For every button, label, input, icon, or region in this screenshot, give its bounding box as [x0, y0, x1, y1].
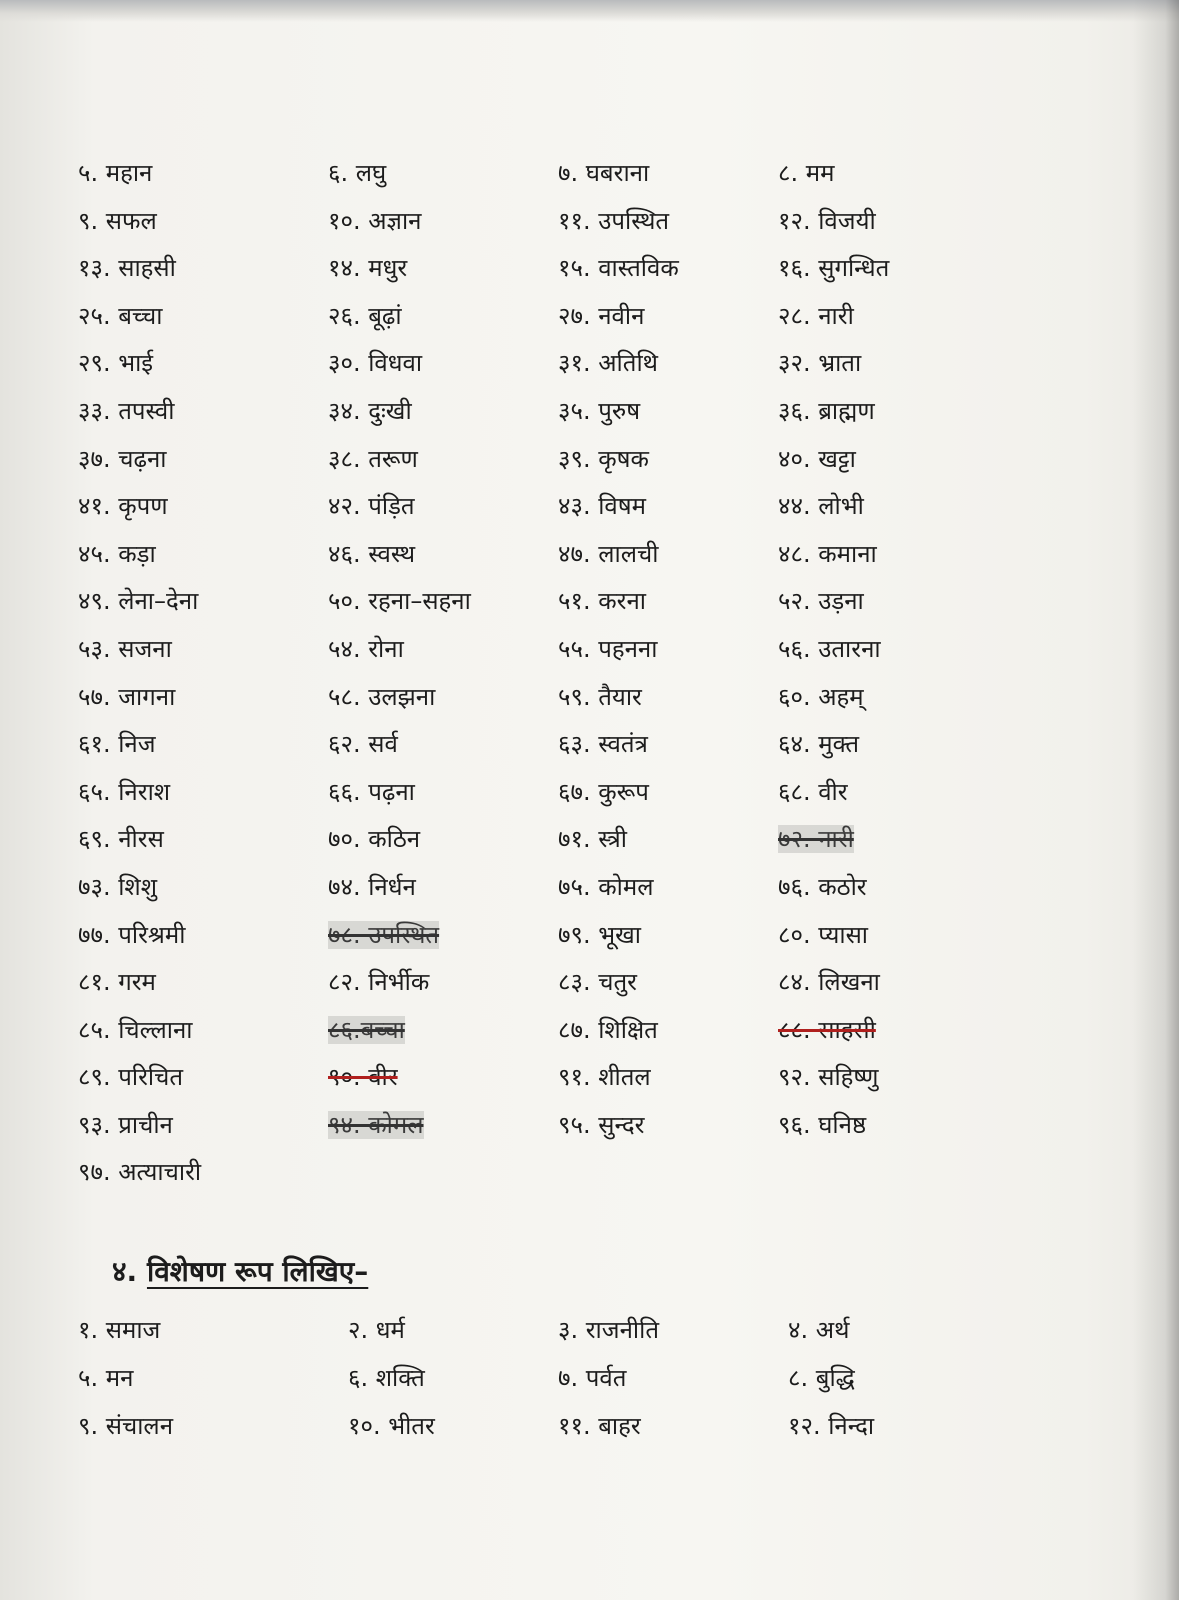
list-item: २. धर्म	[348, 1316, 405, 1344]
list-item: ५. महान	[78, 159, 153, 187]
list-item: ३६. ब्राह्मण	[778, 396, 875, 425]
list-item: ४०. खट्टा	[778, 444, 856, 473]
list-item: ४५. कड़ा	[78, 539, 156, 568]
list-item-struck: ९४. कोमल	[328, 1110, 424, 1139]
list-item: ८२. निर्भीक	[328, 968, 430, 997]
list-item: ६५. निराश	[78, 777, 171, 806]
list-item: ७९. भूखा	[558, 920, 641, 949]
section-title: विशेषण रूप लिखिए–	[146, 1255, 369, 1288]
list-item: ३. राजनीति	[558, 1316, 660, 1344]
list-item: ९. संचालन	[78, 1412, 174, 1440]
list-item: ४१. कृपण	[78, 492, 168, 521]
list-item: ६१. निज	[78, 730, 156, 759]
page-binding-shadow	[1133, 0, 1179, 1600]
list-item: ८३. चतुर	[558, 968, 637, 997]
list-item: २९. भाई	[78, 349, 154, 378]
list-item: २८. नारी	[778, 301, 854, 330]
list-item: ८४. लिखना	[778, 968, 880, 997]
list-item: १३. साहसी	[78, 254, 176, 283]
list-item: ८०. प्यासा	[778, 920, 869, 949]
list-item: ४२. पंड़ित	[328, 492, 415, 521]
list-item: १. समाज	[78, 1316, 161, 1344]
list-item-struck: ७२. नारी	[778, 825, 854, 854]
section-number: ४.	[112, 1255, 138, 1288]
list-item: ५५. पहनना	[558, 634, 658, 663]
list-item: ९. सफल	[78, 206, 157, 235]
list-item-struck: ७८. उपस्थित	[328, 920, 440, 949]
list-item: ९५. सुन्दर	[558, 1110, 645, 1139]
list-item: ५९. तैयार	[558, 682, 642, 711]
word-list-grid	[78, 150, 958, 1197]
list-item: ९६. घनिष्ठ	[778, 1110, 867, 1139]
list-item: ८७. शिक्षित	[558, 1015, 658, 1044]
list-item-struck: ९०. वीर	[328, 1063, 398, 1092]
list-item: ६३. स्वतंत्र	[558, 730, 648, 759]
list-item: ५३. सजना	[78, 634, 172, 663]
list-item: ११. बाहर	[558, 1412, 641, 1440]
list-item-struck: ८८. साहसी	[778, 1015, 876, 1044]
list-item: ३२. भ्राता	[778, 349, 862, 378]
list-item: ४४. लोभी	[778, 492, 864, 521]
list-item: २५. बच्चा	[78, 301, 163, 330]
list-item: ३३. तपस्वी	[78, 396, 175, 425]
list-item: ६२. सर्व	[328, 730, 398, 759]
list-item: ७३. शिशु	[78, 872, 158, 901]
list-item: ४. अर्थ	[788, 1316, 850, 1344]
list-item: ७. पर्वत	[558, 1364, 627, 1392]
list-item: ७०. कठिन	[328, 825, 421, 854]
list-item: ५८. उलझना	[328, 682, 436, 711]
list-item: ३७. चढ़ना	[78, 444, 167, 473]
list-item: ११. उपस्थित	[558, 206, 670, 235]
section-heading	[112, 1252, 368, 1290]
list-item: १०. भीतर	[348, 1412, 435, 1440]
list-item: ६६. पढ़ना	[328, 777, 415, 806]
list-item: ८१. गरम	[78, 968, 156, 997]
page-top-edge	[0, 0, 1179, 22]
list-item: २६. बूढ़ां	[328, 301, 402, 330]
list-item: ४६. स्वस्थ	[328, 539, 416, 568]
list-item: ६७. कुरूप	[558, 777, 649, 806]
list-item: ७१. स्त्री	[558, 825, 628, 854]
list-item: ८५. चिल्लाना	[78, 1015, 193, 1044]
list-item: ४८. कमाना	[778, 539, 877, 568]
section4-word-grid	[78, 1306, 958, 1450]
list-item: १४. मधुर	[328, 254, 408, 283]
list-item: ४७. लालची	[558, 539, 659, 568]
list-item: ६४. मुक्त	[778, 730, 860, 759]
list-item: ५६. उतारना	[778, 634, 881, 663]
list-item: १६. सुगन्धित	[778, 254, 890, 283]
list-item: ७४. निर्धन	[328, 872, 416, 901]
list-item: ८. मम	[778, 159, 835, 187]
list-item: ७. घबराना	[558, 159, 650, 187]
list-item: ६. शक्ति	[348, 1364, 425, 1392]
list-item: ५२. उड़ना	[778, 587, 864, 616]
list-item: ५१. करना	[558, 587, 647, 616]
list-item: २७. नवीन	[558, 301, 645, 330]
list-item: ९३. प्राचीन	[78, 1110, 173, 1139]
list-item: ३४. दुःखी	[328, 396, 412, 425]
list-item: ६०. अहम्	[778, 682, 864, 711]
list-item: ५४. रोना	[328, 634, 404, 663]
list-item: ९१. शीतल	[558, 1063, 651, 1092]
list-item: ३५. पुरुष	[558, 396, 641, 425]
list-item: ७६. कठोर	[778, 872, 867, 901]
list-item: ५. मन	[78, 1364, 134, 1392]
list-item: ५०. रहना–सहना	[328, 587, 471, 616]
list-item: ५७. जागना	[78, 682, 176, 711]
list-item: ९२. सहिष्णु	[778, 1063, 879, 1092]
list-item: १५. वास्तविक	[558, 254, 679, 283]
list-item: ३८. तरूण	[328, 444, 418, 473]
list-item: ३१. अतिथि	[558, 349, 659, 378]
list-item: ४३. विषम	[558, 492, 647, 521]
list-item-struck: ८६.बच्चा	[328, 1015, 405, 1044]
list-item: ३०. विधवा	[328, 349, 423, 378]
list-item: ४९. लेना–देना	[78, 587, 199, 616]
list-item: ८. बुद्धि	[788, 1364, 855, 1392]
list-item: १०. अज्ञान	[328, 206, 422, 235]
list-item: ६९. नीरस	[78, 825, 164, 854]
list-item: ६. लघु	[328, 159, 387, 187]
list-item: ९७. अत्याचारी	[78, 1158, 202, 1187]
list-item: १२. निन्दा	[788, 1412, 875, 1440]
list-item: ७५. कोमल	[558, 872, 654, 901]
list-item: ८९. परिचित	[78, 1063, 184, 1092]
list-item: ३९. कृषक	[558, 444, 649, 473]
list-item: १२. विजयी	[778, 206, 876, 235]
list-item: ६८. वीर	[778, 777, 848, 806]
list-item: ७७. परिश्रमी	[78, 920, 186, 949]
